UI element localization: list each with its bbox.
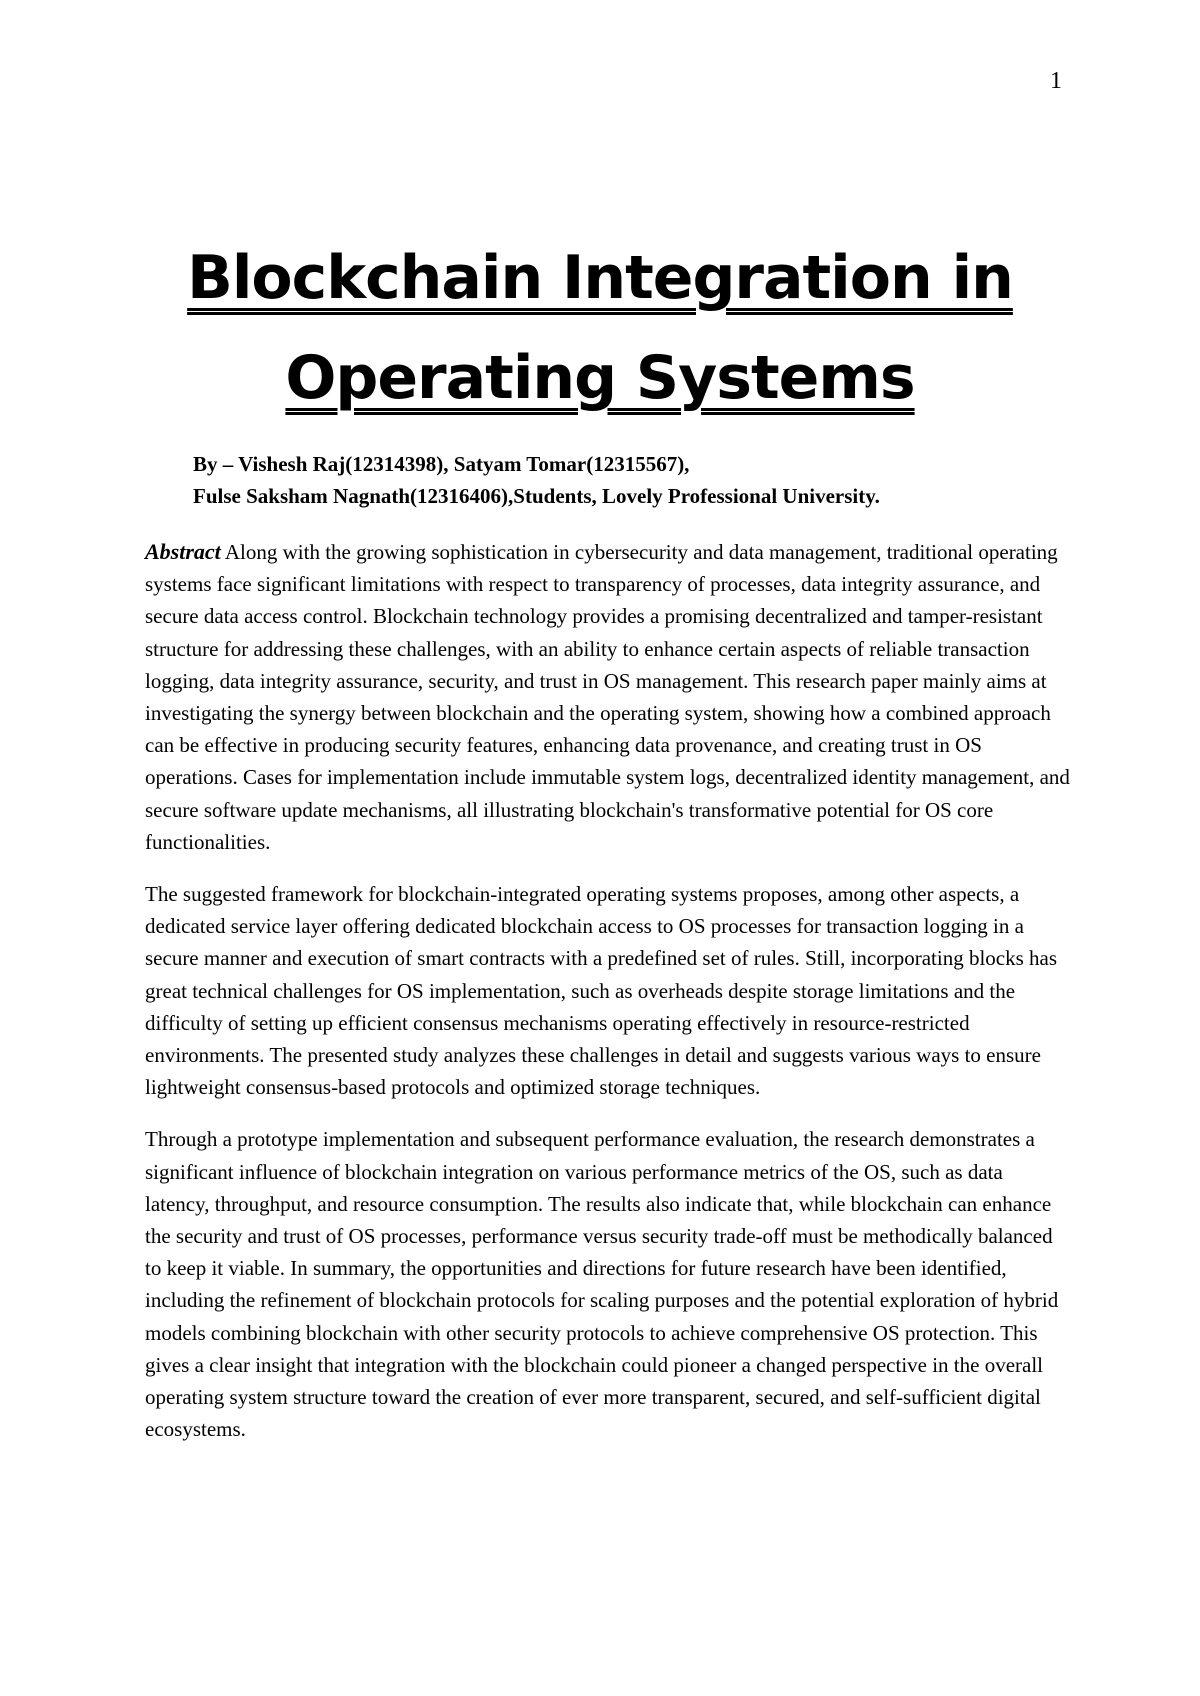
page-number: 1: [1050, 68, 1062, 94]
abstract-label: Abstract: [145, 539, 221, 564]
paper-title-line-2-text: Operating Systems: [285, 343, 915, 413]
author-line-1: By – Vishesh Raj(12314398), Satyam Tomar(12315567),: [193, 452, 690, 476]
abstract-paragraph-1: [145, 536, 1070, 858]
paper-title-line-1: [120, 228, 1080, 328]
paper-title-line-2: [120, 328, 1080, 428]
author-block: [193, 448, 1093, 512]
abstract-paragraph-3: Through a prototype implementation and subsequent performance evaluation, the research demonstrates a significant influence of blockchain integration on various performance metrics of the OS, such as data latency, throughput, and resource consumption. The results also indicate that, while blockchain can enhance the security and trust of OS processes, performance versus security trade-off must be methodically balanced to keep it viable. In summary, the opportunities and directions for future research have been identified, including the refinement of blockchain protocols for scaling purposes and the potential exploration of hybrid models combining blockchain with other security protocols to achieve comprehensive OS protection. This gives a clear insight that integration with the blockchain could pioneer a changed perspective in the overall operating system structure toward the creation of ever more transparent, secured, and self-sufficient digital ecosystems.: [145, 1127, 1059, 1442]
author-line-2: Fulse Saksham Nagnath(12316406),Students, Lovely Professional University.: [193, 484, 880, 508]
abstract-paragraph-1-text: Along with the growing sophistication in cybersecurity and data management, traditional operating systems face significant limitations with respect to transparency of processes, data integrity assurance, and secure data access control. Blockchain technology provides a promising decentralized and tamper-resistant structure for addressing these challenges, with an ability to enhance certain aspects of reliable transaction logging, data integrity assurance, security, and trust in OS management. This research paper mainly aims at investigating the synergy between blockchain and the operating system, showing how a combined approach can be effective in producing security features, enhancing data provenance, and creating trust in OS operations. Cases for implementation include immutable system logs, decentralized identity management, and secure software update mechanisms, all illustrating blockchain's transformative potential for OS core functionalities.: [145, 540, 1070, 854]
abstract-paragraph-2: The suggested framework for blockchain-integrated operating systems proposes, among other aspects, a dedicated service layer offering dedicated blockchain access to OS processes for transaction logging in a secure manner and execution of smart contracts with a predefined set of rules. Still, incorporating blocks has great technical challenges for OS implementation, such as overheads despite storage limitations and the difficulty of setting up efficient consensus mechanisms operating effectively in resource-restricted environments. The presented study analyzes these challenges in detail and suggests various ways to ensure lightweight consensus-based protocols and optimized storage techniques.: [145, 882, 1058, 1100]
abstract-section: [145, 536, 1070, 1465]
paper-title-line-1-text: Blockchain Integration in: [187, 243, 1013, 313]
paper-title: [120, 228, 1080, 428]
